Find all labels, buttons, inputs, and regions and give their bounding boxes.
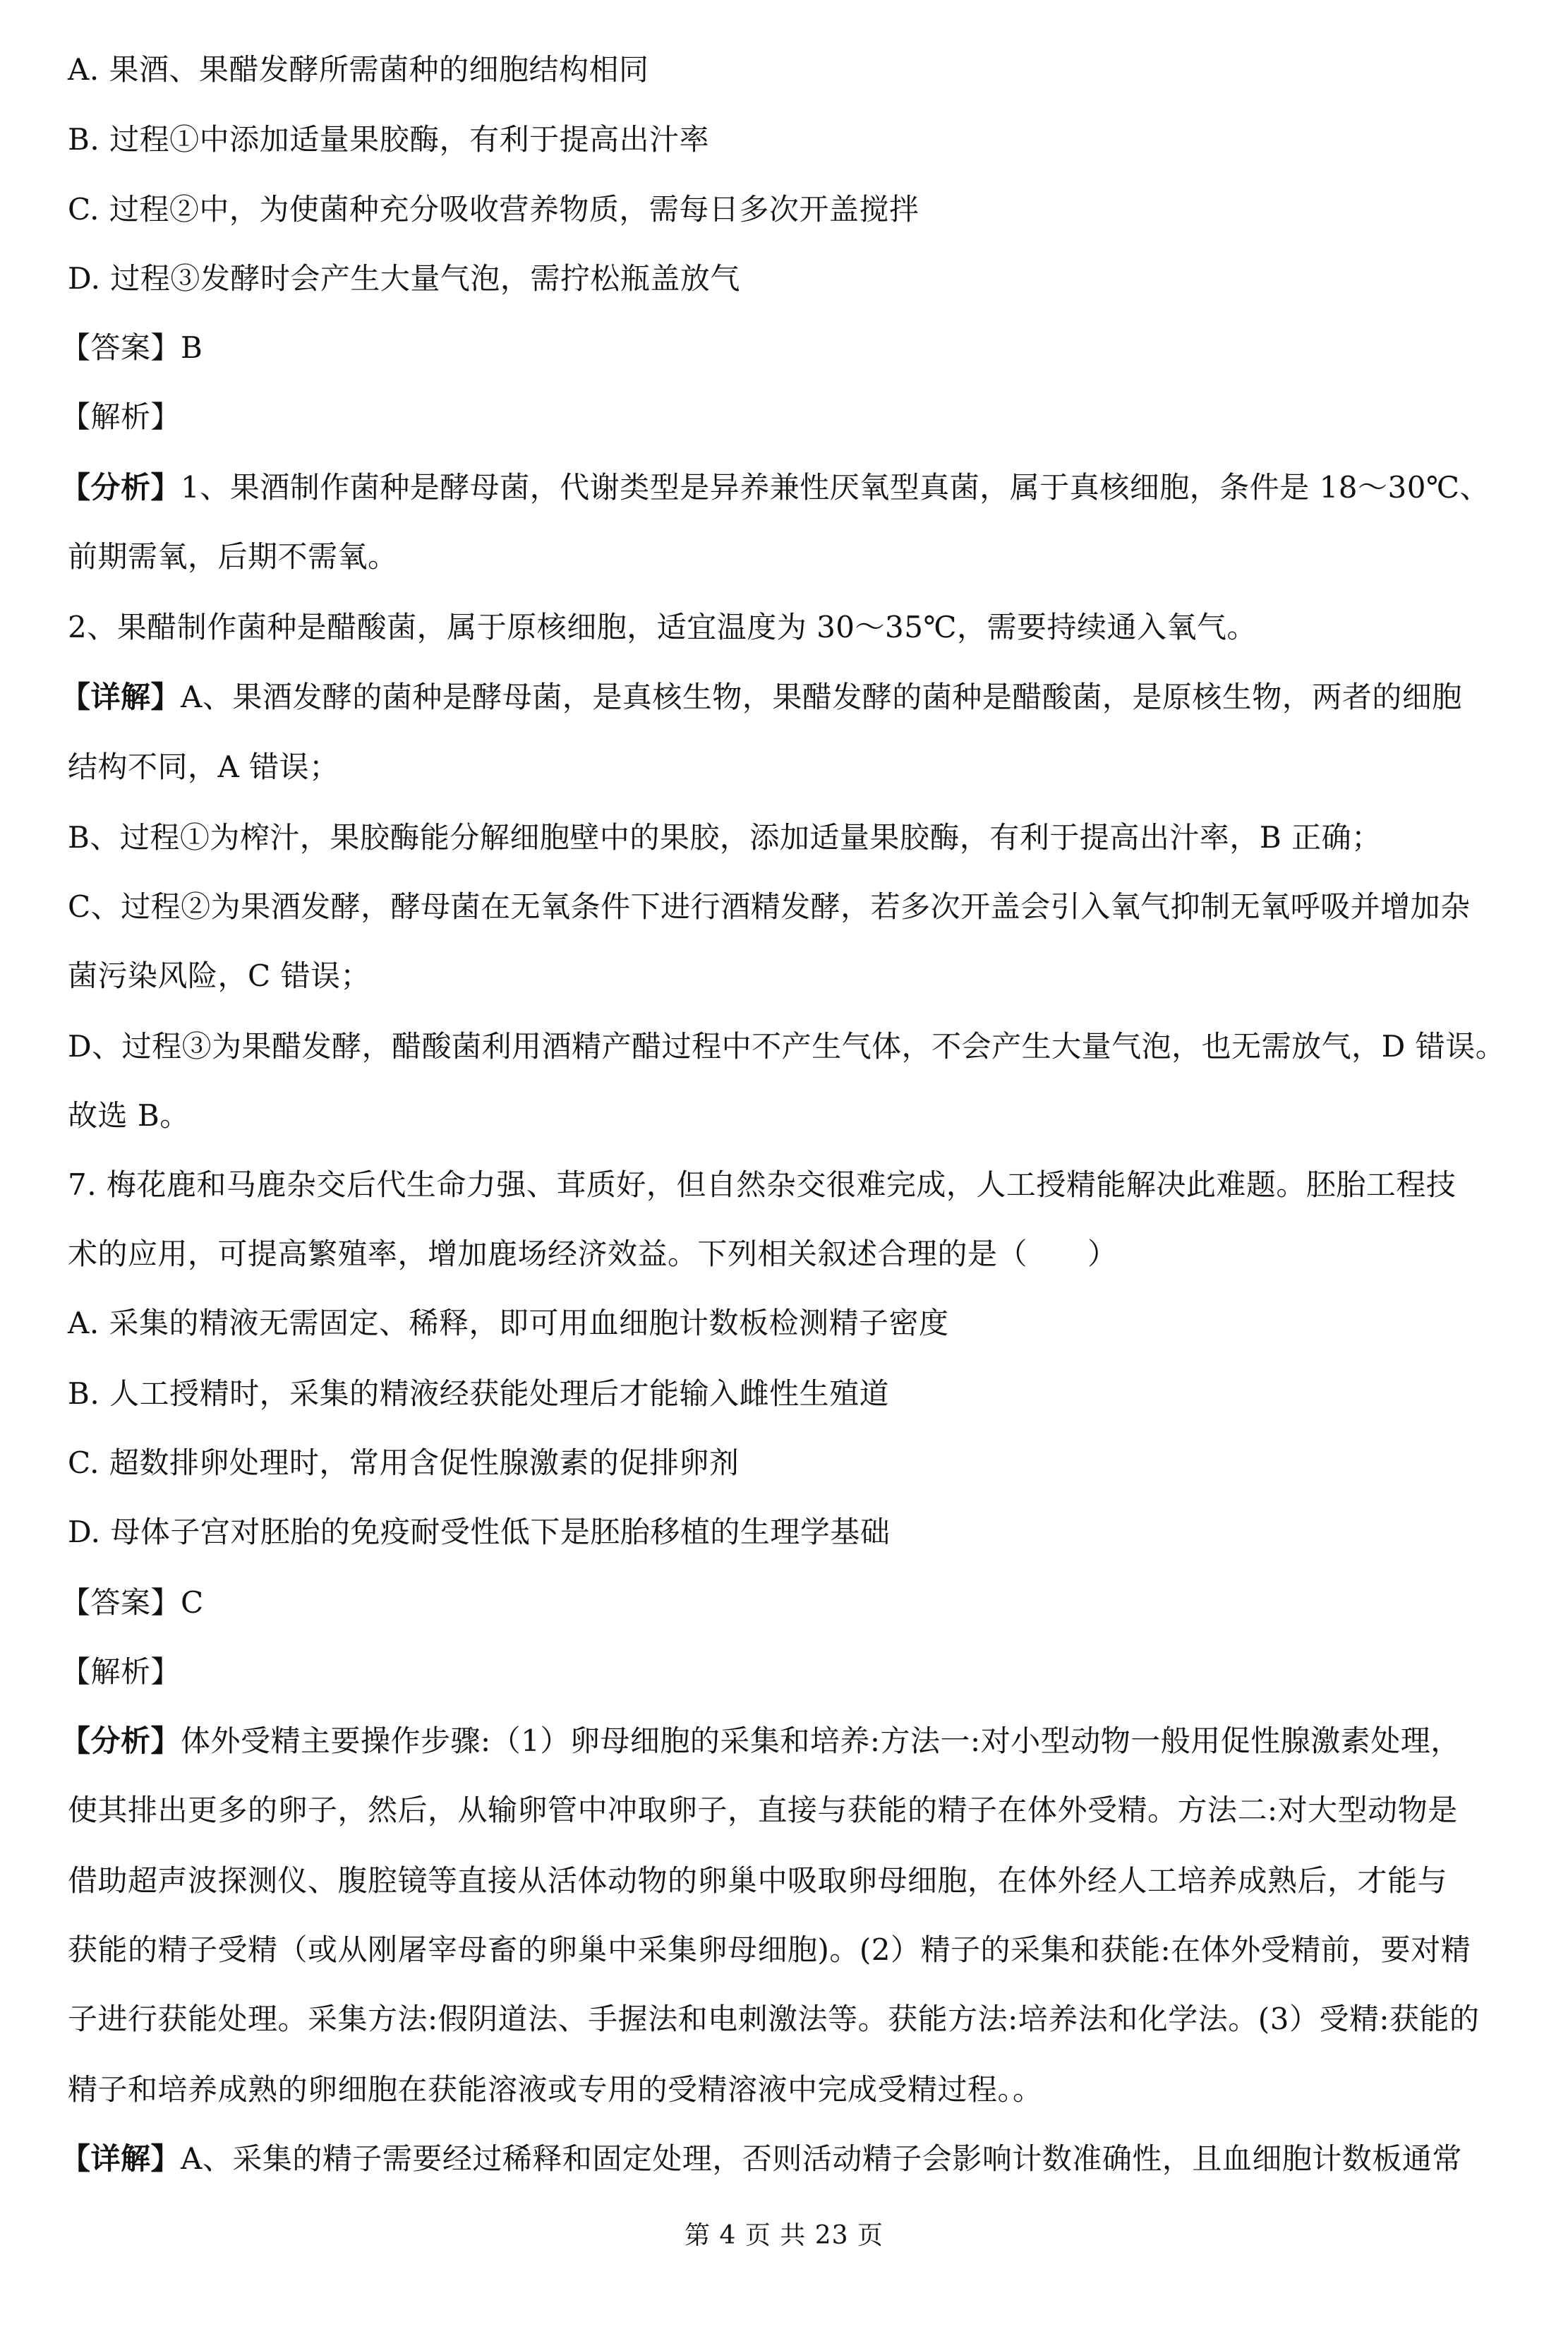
q6-xiangjie-d: D、过程③为果醋发酵，醋酸菌利用酒精产醋过程中不产生气体，不会产生大量气泡，也无需放气，D 错误。 bbox=[68, 1029, 1506, 1064]
q6-xiangjie-a-line2: 结构不同，A 错误； bbox=[68, 750, 339, 784]
xiangjie-tag: 【详解】 bbox=[61, 2141, 181, 2176]
q7-fenxi-line4: 获能的精子受精（或从刚屠宰母畜的卵巢中采集卵母细胞)。(2）精子的采集和获能:在体外受精前，要对精 bbox=[68, 1932, 1471, 1967]
q6-answer: 【答案】B bbox=[61, 330, 203, 365]
q7-fenxi-line3: 借助超声波探测仪、腹腔镜等直接从活体动物的卵巢中吸取卵母细胞，在体外经人工培养成熟后，才能与 bbox=[68, 1863, 1448, 1898]
q6-fenxi-line2: 前期需氧，后期不需氧。 bbox=[68, 539, 398, 574]
q6-option-b: B. 过程①中添加适量果胶酶，有利于提高出汁率 bbox=[68, 122, 710, 157]
q6-fenxi-line3: 2、果醋制作菌种是醋酸菌，属于原核细胞，适宜温度为 30～35℃，需要持续通入氧气。 bbox=[68, 610, 1257, 644]
fenxi-tag: 【分析】 bbox=[61, 1724, 181, 1758]
q7-fenxi-line1 bbox=[61, 1724, 1493, 1759]
q6-xiangjie-b: B、过程①为榨汁，果胶酶能分解细胞壁中的果胶，添加适量果胶酶，有利于提高出汁率，B 正确； bbox=[68, 820, 1382, 855]
q6-conclusion: 故选 B。 bbox=[68, 1098, 190, 1133]
q7-analysis-heading: 【解析】 bbox=[61, 1654, 181, 1689]
q7-fenxi-text: 体外受精主要操作步骤:（1）卵母细胞的采集和培养:方法一:对小型动物一般用促性腺激素处理， bbox=[181, 1724, 1461, 1758]
q7-stem-line2: 术的应用，可提高繁殖率，增加鹿场经济效益。下列相关叙述合理的是（ ） bbox=[68, 1237, 1118, 1271]
q7-fenxi-line2: 使其排出更多的卵子，然后，从输卵管中冲取卵子，直接与获能的精子在体外受精。方法二:对大型动物是 bbox=[68, 1793, 1458, 1827]
q7-option-a: A. 采集的精液无需固定、稀释，即可用血细胞计数板检测精子密度 bbox=[68, 1306, 949, 1340]
q6-xiangjie-c-line1: C、过程②为果酒发酵，酵母菌在无氧条件下进行酒精发酵，若多次开盖会引入氧气抑制无氧呼吸并增加杂 bbox=[68, 889, 1471, 924]
page-footer: 第 4 页 共 23 页 bbox=[685, 2221, 883, 2250]
q6-xiangjie-a-text: A、果酒发酵的菌种是酵母菌，是真核生物，果醋发酵的菌种是醋酸菌，是原核生物，两者的细胞 bbox=[181, 680, 1462, 714]
q7-option-c: C. 超数排卵处理时，常用含促性腺激素的促排卵剂 bbox=[68, 1445, 740, 1480]
q7-option-d: D. 母体子宫对胚胎的免疫耐受性低下是胚胎移植的生理学基础 bbox=[68, 1515, 891, 1549]
q6-analysis-heading: 【解析】 bbox=[61, 399, 181, 434]
q7-xiangjie-a-line1 bbox=[61, 2141, 1493, 2177]
q6-option-d: D. 过程③发酵时会产生大量气泡，需拧松瓶盖放气 bbox=[68, 261, 740, 296]
q7-xiangjie-a-text: A、采集的精子需要经过稀释和固定处理，否则活动精子会影响计数准确性，且血细胞计数板通常 bbox=[181, 2141, 1462, 2176]
q7-fenxi-line5: 子进行获能处理。采集方法:假阴道法、手握法和电刺激法等。获能方法:培养法和化学法。(3）受精:获能的 bbox=[68, 2002, 1480, 2036]
q6-option-c: C. 过程②中，为使菌种充分吸收营养物质，需每日多次开盖搅拌 bbox=[68, 192, 919, 227]
q6-xiangjie-c-line2: 菌污染风险，C 错误； bbox=[68, 958, 370, 993]
q6-option-a: A. 果酒、果醋发酵所需菌种的细胞结构相同 bbox=[68, 52, 649, 87]
xiangjie-tag: 【详解】 bbox=[61, 680, 181, 714]
q7-answer: 【答案】C bbox=[61, 1585, 204, 1620]
q6-fenxi-text: 1、果酒制作菌种是酵母菌，代谢类型是异养兼性厌氧型真菌，属于真核细胞，条件是 18～30℃、 bbox=[181, 470, 1490, 505]
q7-stem-line1: 7. 梅花鹿和马鹿杂交后代生命力强、茸质好，但自然杂交很难完成，人工授精能解决此难题。胚胎工程技 bbox=[68, 1167, 1457, 1202]
fenxi-tag: 【分析】 bbox=[61, 470, 181, 505]
q7-fenxi-line6: 精子和培养成熟的卵细胞在获能溶液或专用的受精溶液中完成受精过程。。 bbox=[68, 2072, 1043, 2107]
q7-option-b: B. 人工授精时，采集的精液经获能处理后才能输入雌性生殖道 bbox=[68, 1376, 890, 1411]
q6-xiangjie-a-line1 bbox=[61, 680, 1493, 715]
q6-fenxi-line1 bbox=[61, 470, 1493, 505]
